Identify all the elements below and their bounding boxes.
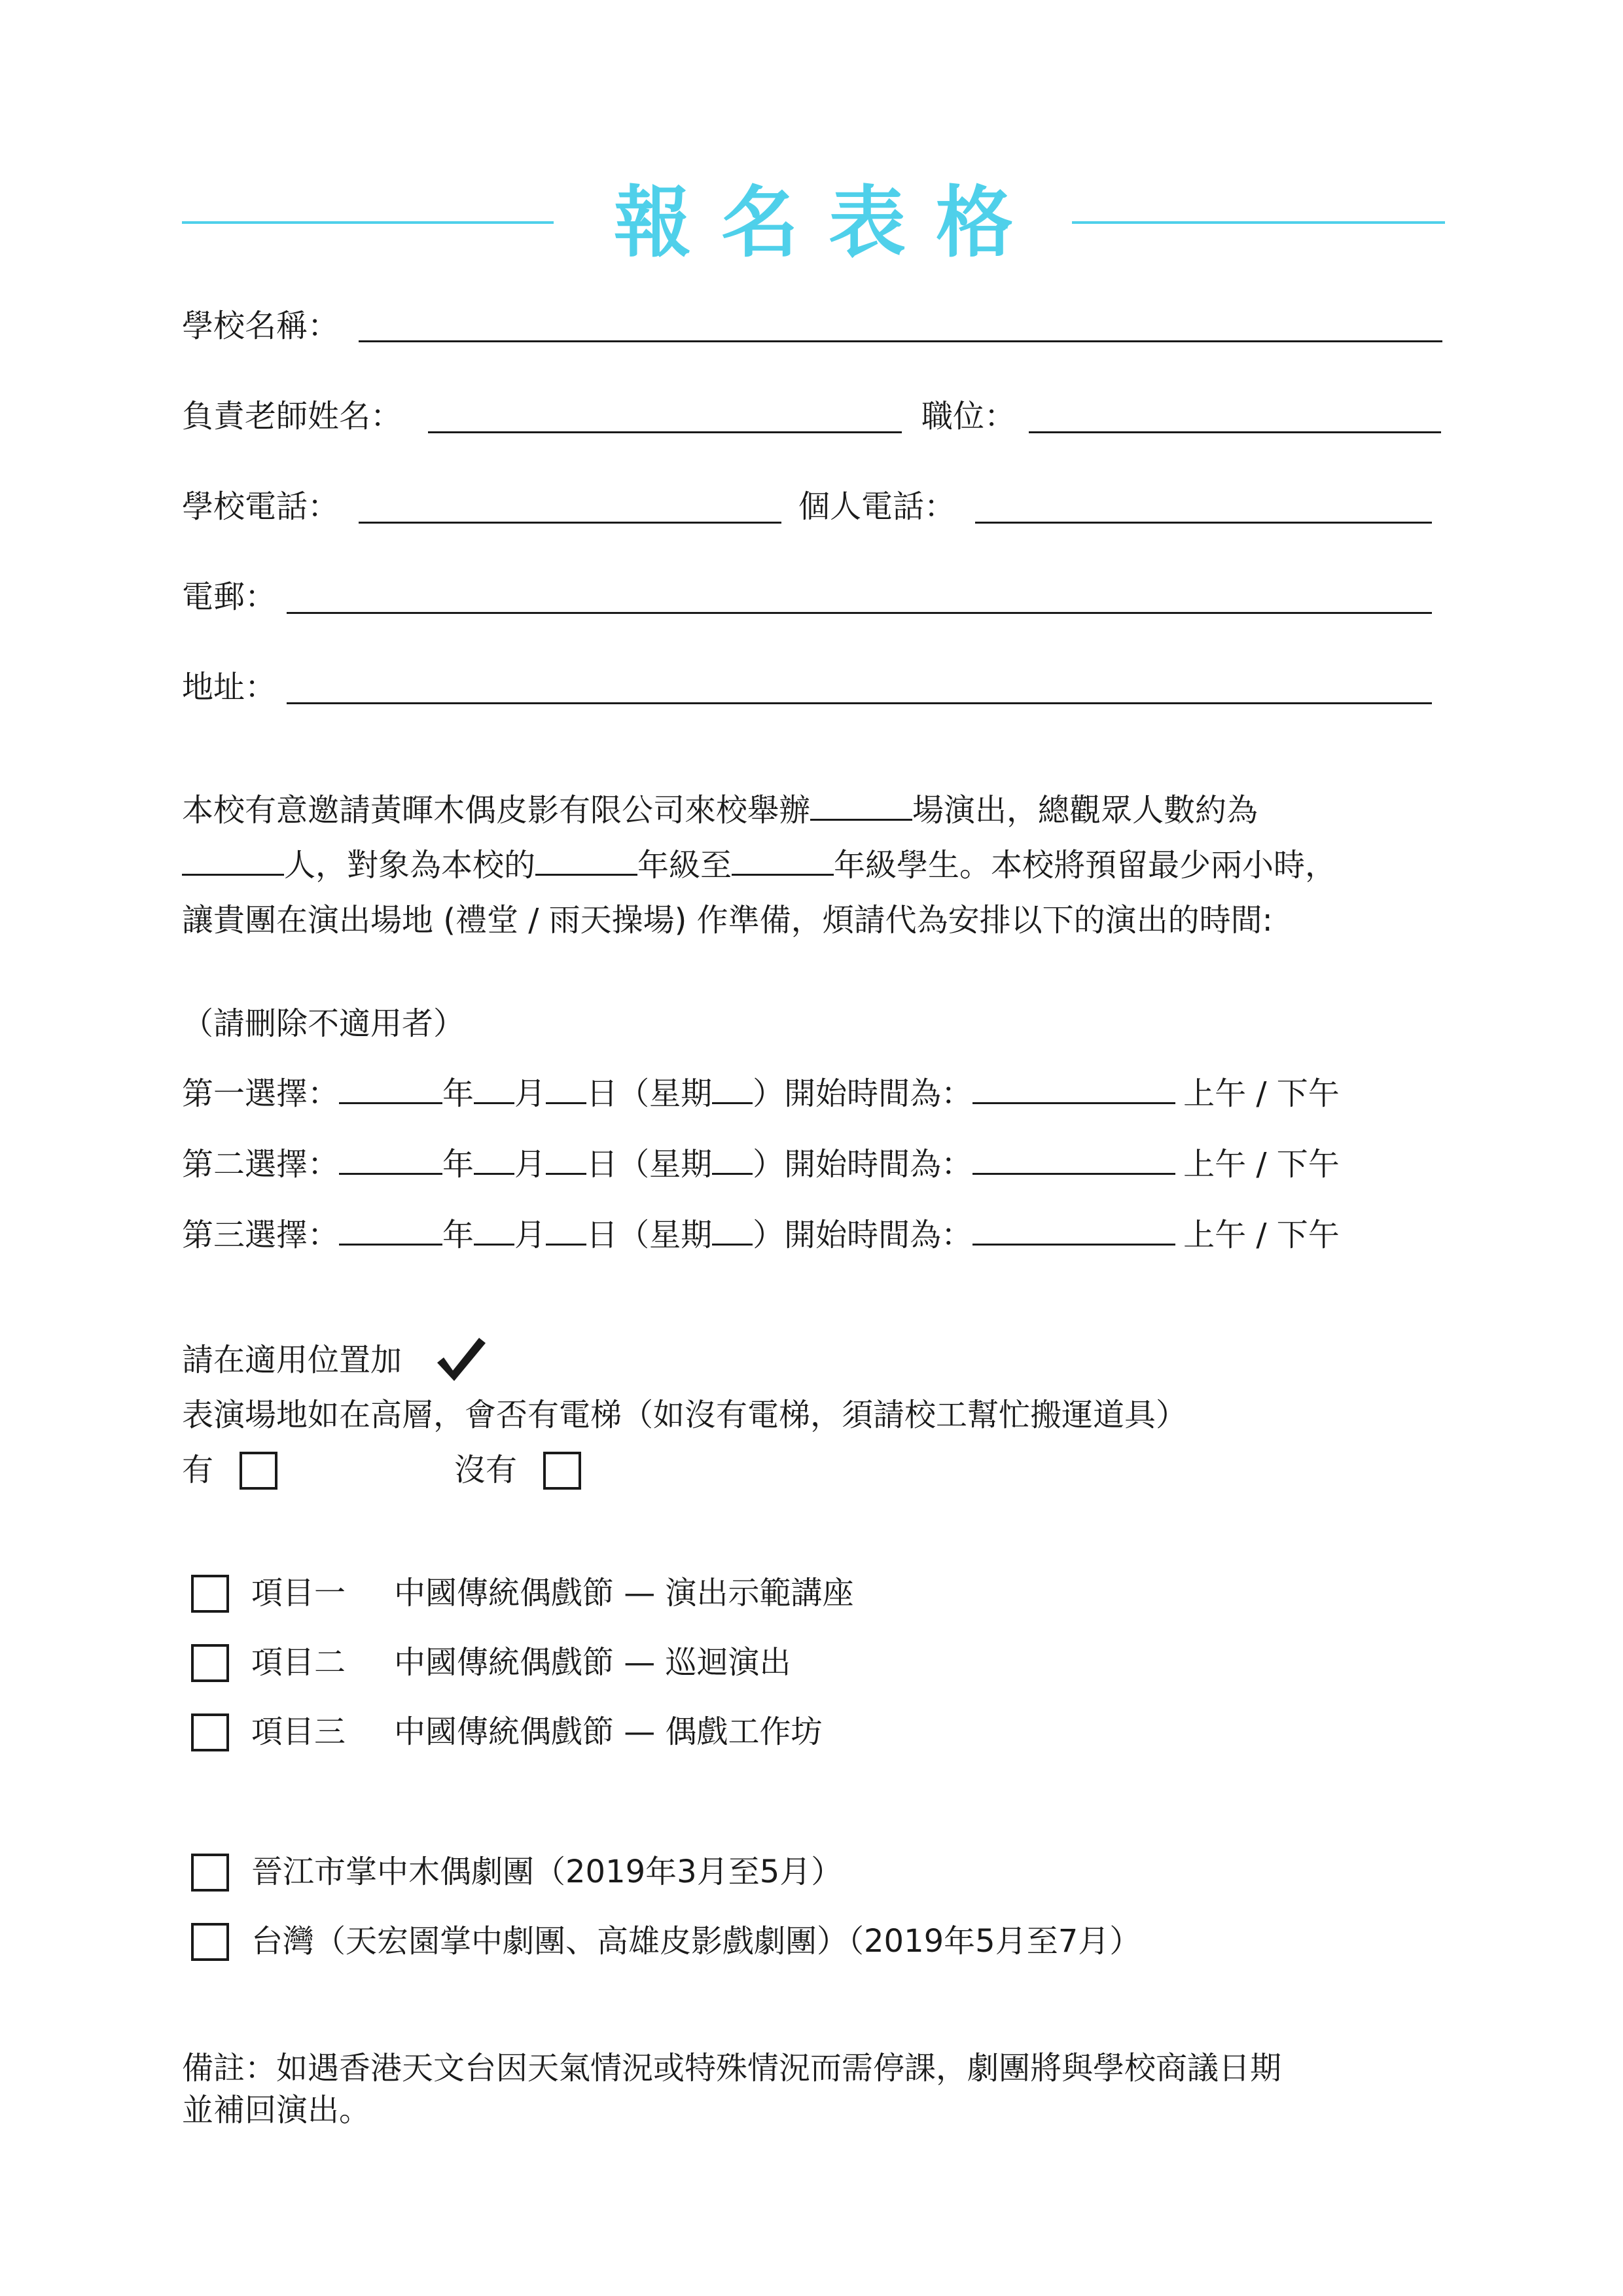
start-time-label: ）開始時間為： <box>753 1217 973 1253</box>
day-label: 日 <box>586 1146 618 1183</box>
programme-3-checkbox[interactable] <box>191 1713 229 1751</box>
check-mark-icon <box>435 1334 487 1384</box>
year-label: 年 <box>442 1075 474 1112</box>
invitation-text: 年級學生。本校將預留最少兩小時， <box>834 847 1337 884</box>
invitation-text: 場演出，總觀眾人數約為 <box>912 792 1258 829</box>
invitation-line-3: 讓貴團在演出場地 (禮堂 / 雨天操場) 作準備，煩請代為安排以下的演出的時間: <box>182 902 1273 939</box>
day-label: 日 <box>586 1217 618 1253</box>
month-label: 月 <box>514 1217 546 1253</box>
month-label: 月 <box>514 1075 546 1112</box>
month-blank[interactable] <box>474 1144 514 1175</box>
day-label: 日 <box>586 1075 618 1112</box>
programme-2-name: 中國傳統偶戲節 — 巡迴演出 <box>394 1644 791 1681</box>
troupe-2-name: 台灣（天宏園掌中劇團、高雄皮影戲劇團）（2019年5月至7月） <box>251 1923 1141 1960</box>
invitation-text: 人，對象為本校的 <box>284 847 536 884</box>
position-label: 職位： <box>921 398 1016 435</box>
programme-1-name: 中國傳統偶戲節 — 演出示範講座 <box>394 1575 854 1611</box>
programme-1-checkbox[interactable] <box>191 1575 229 1613</box>
day-blank[interactable] <box>546 1215 586 1246</box>
year-label: 年 <box>442 1217 474 1253</box>
month-blank[interactable] <box>474 1215 514 1246</box>
grade-to-blank[interactable] <box>732 845 834 876</box>
choice-row-1 <box>182 1073 1340 1113</box>
email-line[interactable] <box>287 612 1432 614</box>
am-pm-option[interactable]: 上午 / 下午 <box>1183 1075 1340 1112</box>
school-name-label: 學校名稱： <box>182 308 340 344</box>
am-pm-option[interactable]: 上午 / 下午 <box>1183 1217 1340 1253</box>
troupe-2-checkbox[interactable] <box>191 1923 229 1961</box>
grade-from-blank[interactable] <box>535 845 637 876</box>
teacher-name-line[interactable] <box>428 431 902 433</box>
troupe-1-checkbox[interactable] <box>191 1854 229 1892</box>
choice-row-3 <box>182 1215 1340 1255</box>
title-banner <box>182 167 1445 278</box>
personal-phone-label: 個人電話： <box>798 488 956 525</box>
choice-label: 第三選擇： <box>182 1217 340 1253</box>
year-label: 年 <box>442 1146 474 1183</box>
choice-row-2 <box>182 1144 1340 1184</box>
school-phone-label: 學校電話： <box>182 488 340 525</box>
day-blank[interactable] <box>546 1144 586 1175</box>
year-blank[interactable] <box>339 1144 442 1175</box>
weekday-blank[interactable] <box>712 1144 753 1175</box>
page-title: 報名表格 <box>613 177 1043 268</box>
start-time-blank[interactable] <box>972 1215 1175 1246</box>
month-label: 月 <box>514 1146 546 1183</box>
month-blank[interactable] <box>474 1073 514 1104</box>
elevator-question: 表演場地如在高層，會否有電梯（如沒有電梯，須請校工幫忙搬運道具） <box>182 1397 1188 1433</box>
start-time-blank[interactable] <box>972 1144 1175 1175</box>
programme-3-name: 中國傳統偶戲節 — 偶戲工作坊 <box>394 1713 823 1750</box>
invitation-paragraph <box>182 783 1445 948</box>
programme-2-item: 項目二 <box>251 1644 346 1681</box>
start-time-label: ）開始時間為： <box>753 1146 973 1183</box>
yes-checkbox[interactable] <box>240 1452 277 1490</box>
start-time-label: ）開始時間為： <box>753 1075 973 1112</box>
email-label: 電郵： <box>182 579 277 615</box>
choice-label: 第一選擇： <box>182 1075 340 1112</box>
programme-1-item: 項目一 <box>251 1575 346 1611</box>
programme-3-item: 項目三 <box>251 1713 346 1750</box>
school-name-line[interactable] <box>359 340 1442 342</box>
remark <box>182 2047 1281 2131</box>
no-label: 沒有 <box>454 1452 518 1488</box>
invitation-line-2 <box>182 838 1445 893</box>
year-blank[interactable] <box>339 1073 442 1104</box>
remark-line-2: 並補回演出。 <box>182 2092 371 2128</box>
weekday-blank[interactable] <box>712 1073 753 1104</box>
start-time-blank[interactable] <box>972 1073 1175 1104</box>
programme-2-checkbox[interactable] <box>191 1644 229 1682</box>
address-label: 地址： <box>182 669 277 706</box>
teacher-name-label: 負責老師姓名： <box>182 398 402 435</box>
address-line[interactable] <box>287 702 1432 704</box>
am-pm-option[interactable]: 上午 / 下午 <box>1183 1146 1340 1183</box>
audience-count-blank[interactable] <box>182 845 284 876</box>
year-blank[interactable] <box>339 1215 442 1246</box>
delete-not-applicable-note: （請刪除不適用者） <box>182 1005 465 1042</box>
tick-instruction: 請在適用位置加 <box>182 1342 402 1378</box>
troupe-1-name: 晉江市掌中木偶劇團（2019年3月至5月） <box>251 1854 843 1890</box>
choice-label: 第二選擇： <box>182 1146 340 1183</box>
weekday-label: （星期 <box>618 1217 713 1253</box>
show-count-blank[interactable] <box>810 790 912 821</box>
position-line[interactable] <box>1029 431 1441 433</box>
invitation-text: 年級至 <box>637 847 732 884</box>
remark-line-1: 備註：如遇香港天文台因天氣情況或特殊情況而需停課，劇團將與學校商議日期 <box>182 2050 1282 2087</box>
school-phone-line[interactable] <box>359 522 781 524</box>
weekday-label: （星期 <box>618 1075 713 1112</box>
personal-phone-line[interactable] <box>975 522 1432 524</box>
weekday-blank[interactable] <box>712 1215 753 1246</box>
weekday-label: （星期 <box>618 1146 713 1183</box>
yes-label: 有 <box>182 1452 214 1488</box>
day-blank[interactable] <box>546 1073 586 1104</box>
invitation-line-1 <box>182 783 1445 838</box>
invitation-text: 本校有意邀請黃暉木偶皮影有限公司來校舉辦 <box>182 792 811 829</box>
no-checkbox[interactable] <box>543 1452 581 1490</box>
